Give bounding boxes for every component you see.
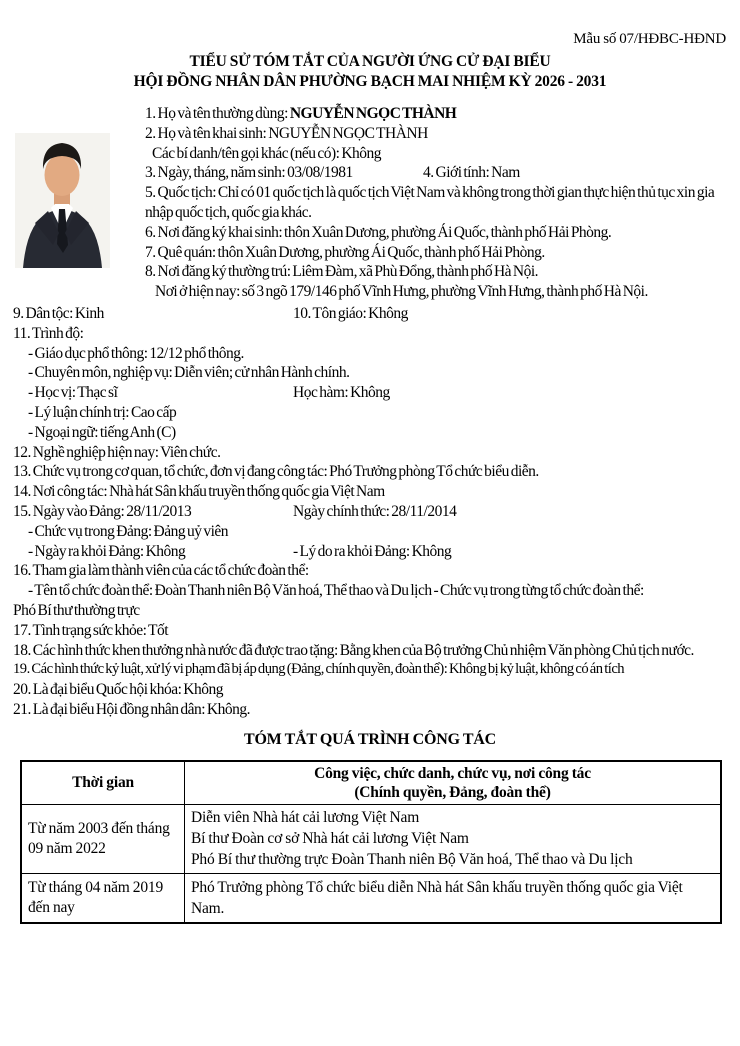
field-political-theory: - Lý luận chính trị: Cao cấp [28, 403, 177, 421]
work-history-col-job-header-line2: (Chính quyền, Đảng, đoàn thể) [354, 783, 551, 801]
field-awards: 18. Các hình thức khen thưởng nhà nước đã được trao tặng: Bằng khen của Bộ trưởng Chủ nhiệm Văn phòng Chủ tịch nước. [13, 641, 694, 659]
field-council-deputy: 21. Là đại biểu Hội đồng nhân dân: Không. [13, 700, 250, 718]
education-heading: 11. Trình độ: [13, 324, 84, 342]
field-birth-registration: 6. Nơi đăng ký khai sinh: thôn Xuân Dương, phường Ái Quốc, thành phố Hải Phòng. [145, 223, 612, 241]
work-history-col-job-header [185, 761, 722, 805]
field-position: 13. Chức vụ trong cơ quan, tổ chức, đơn vị đang công tác: Phó Trưởng phòng Tổ chức biểu diễn. [13, 463, 539, 481]
field-na-deputy: 20. Là đại biểu Quốc hội khóa: Không [13, 681, 223, 699]
candidate-photo [15, 133, 110, 268]
field-occupation: 12. Nghề nghiệp hiện nay: Viên chức. [13, 443, 221, 461]
field-org-position-value: Phó Bí thư thường trực [13, 601, 140, 619]
field-party-official-date: Ngày chính thức: 28/11/2014 [293, 502, 457, 520]
field-common-name-value: NGUYỄN NGỌC THÀNH [289, 105, 457, 122]
work-job-line: Diễn viên Nhà hát cải lương Việt Nam [191, 809, 420, 827]
work-period-2: Từ tháng 04 năm 2019 đến nay [21, 873, 185, 923]
field-health: 17. Tình trạng sức khỏe: Tốt [13, 621, 169, 639]
field-ethnicity: 9. Dân tộc: Kinh [13, 305, 104, 322]
field-party-leave [13, 542, 726, 562]
field-common-name-label: 1. Họ và tên thường dùng: [145, 105, 290, 122]
top-section [0, 104, 740, 304]
field-organizations-heading: 16. Tham gia làm thành viên của các tổ chức đoàn thể: [13, 562, 309, 580]
field-professional-training: - Chuyên môn, nghiệp vụ: Diễn viên; cử nhân Hành chính. [28, 364, 350, 382]
work-jobs-1 [185, 804, 722, 873]
work-history-table [20, 760, 722, 924]
table-row [21, 873, 721, 923]
work-job-line: Phó Bí thư thường trực Đoàn Thanh niên Bộ Văn hoá, Thể thao và Du lịch [191, 851, 633, 869]
field-academic-title: Học hàm: Không [293, 384, 390, 402]
field-academic-degree: - Học vị: Thạc sĩ [28, 384, 118, 402]
work-history-title: TÓM TẮT QUÁ TRÌNH CÔNG TÁC [243, 730, 497, 748]
table-row [21, 804, 721, 873]
form-number: Mẫu số 07/HĐBC-HĐND [573, 31, 726, 47]
field-aliases: Các bí danh/tên gọi khác (nếu có): Không [152, 144, 382, 162]
personal-info-top [145, 104, 726, 302]
work-history-col-time-header: Thời gian [21, 761, 185, 805]
field-permanent-residence: 8. Nơi đăng ký thường trú: Liêm Đàm, xã Phù Đổng, thành phố Hà Nội. [145, 263, 539, 281]
document-title [0, 52, 740, 91]
field-party-dates [13, 502, 726, 522]
field-religion: 10. Tôn giáo: Không [293, 305, 408, 322]
field-general-education: - Giáo dục phổ thông: 12/12 phổ thông. [28, 344, 244, 362]
work-history-header-row [21, 761, 721, 805]
field-dob-gender [145, 163, 726, 183]
field-birth-name: 2. Họ và tên khai sinh: NGUYỄN NGỌC THÀNH [145, 124, 428, 142]
field-org-name-role: - Tên tổ chức đoàn thể: Đoàn Thanh niên Bộ Văn hoá, Thể thao và Du lịch - Chức vụ trong từng tổ chức đoàn thể: [28, 582, 644, 600]
work-period-1: Từ năm 2003 đến tháng 09 năm 2022 [21, 804, 185, 873]
field-party-position: - Chức vụ trong Đảng: Đảng uỷ viên [28, 522, 229, 540]
field-ethnicity-religion [13, 304, 726, 324]
doc-title-line2: HỘI ĐỒNG NHÂN DÂN PHƯỜNG BẠCH MAI NHIỆM KỲ 2026 - 2031 [133, 72, 607, 90]
work-jobs-2 [185, 873, 722, 923]
document-content [0, 104, 740, 924]
field-party-leave-date: - Ngày ra khỏi Đảng: Không [28, 542, 186, 560]
field-nationality: 5. Quốc tịch: Chỉ có 01 quốc tịch là quốc tịch Việt Nam và không trong thời gian thực hiện thủ tục xin gia nhập quốc tịch, quốc gia khác. [145, 184, 715, 221]
work-history-col-job-header-line1: Công việc, chức danh, chức vụ, nơi công tác [314, 764, 591, 782]
field-party-leave-reason: - Lý do ra khỏi Đảng: Không [293, 542, 452, 560]
field-current-residence: Nơi ở hiện nay: số 3 ngõ 179/146 phố Vĩnh Hưng, phường Vĩnh Hưng, thành phố Hà Nội. [155, 283, 648, 301]
portrait-illustration [15, 133, 110, 268]
doc-title-line1: TIỂU SỬ TÓM TẮT CỦA NGƯỜI ỨNG CỬ ĐẠI BIỂU [189, 53, 551, 70]
personal-info-main [13, 304, 726, 720]
field-discipline: 19. Các hình thức kỷ luật, xử lý vi phạm đã bị áp dụng (Đảng, chính quyền, đoàn thể): Không bị kỷ luật, không có án tích [13, 661, 625, 678]
field-foreign-language: - Ngoại ngữ: tiếng Anh (C) [28, 423, 176, 441]
work-job-line: Bí thư Đoàn cơ sở Nhà hát cải lương Việt Nam [191, 830, 469, 848]
field-common-name [145, 104, 726, 124]
field-dob: 3. Ngày, tháng, năm sinh: 03/08/1981 [145, 164, 353, 182]
field-hometown: 7. Quê quán: thôn Xuân Dương, phường Ái Quốc, thành phố Hải Phòng. [145, 243, 545, 261]
field-party-join-date: 15. Ngày vào Đảng: 28/11/2013 [13, 502, 192, 520]
work-job-line: Phó Trưởng phòng Tổ chức biểu diễn Nhà hát Sân khấu truyền thống quốc gia Việt Nam. [191, 878, 683, 917]
field-workplace: 14. Nơi công tác: Nhà hát Sân khấu truyền thống quốc gia Việt Nam [13, 483, 385, 501]
field-gender: 4. Giới tính: Nam [423, 164, 520, 182]
field-degree-title [13, 383, 726, 403]
